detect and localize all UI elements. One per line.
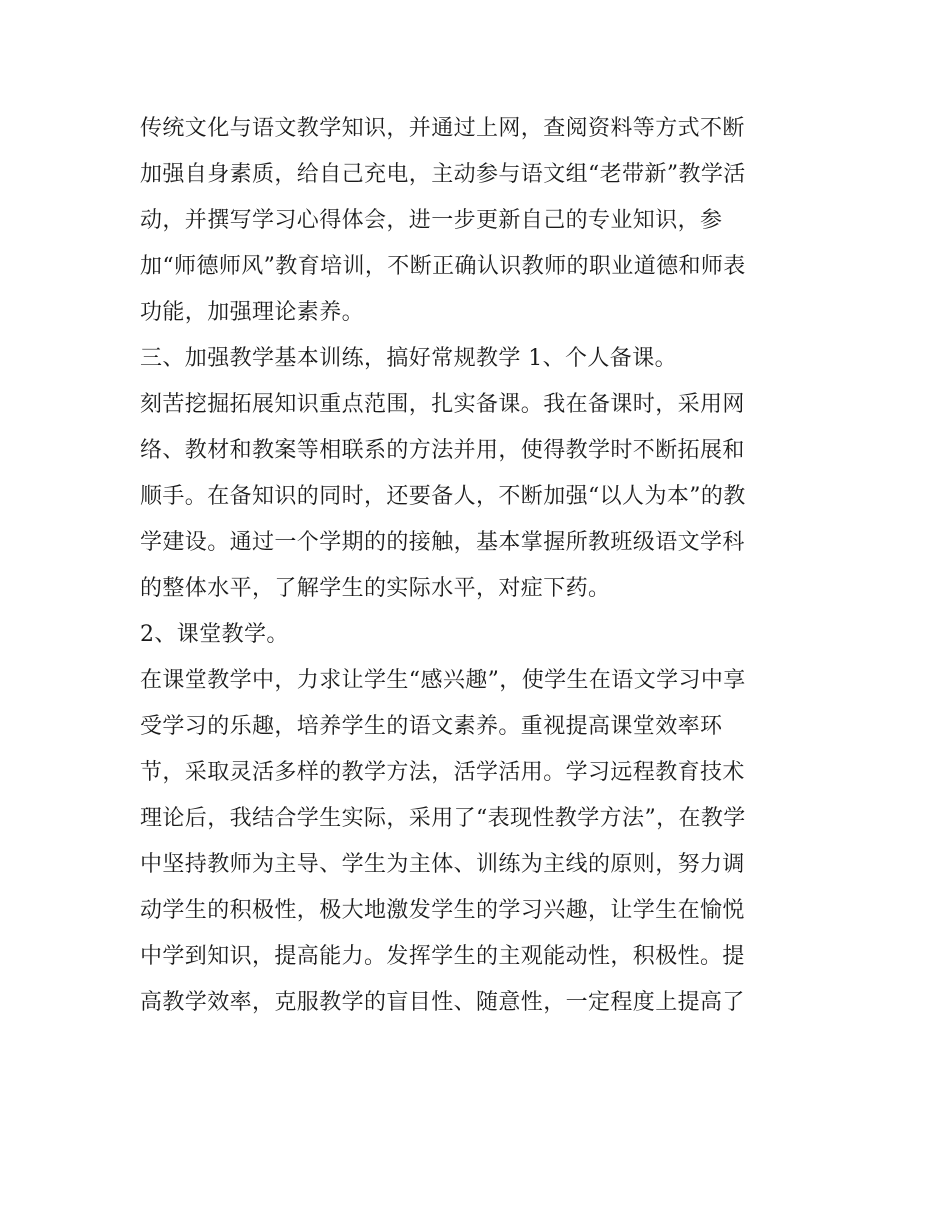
- section-heading: 三、加强教学基本训练，搞好常规教学 1、个人备课。: [140, 346, 677, 371]
- text-line: 功能，加强理论素养。: [140, 300, 365, 325]
- text-line: 的整体水平，了解学生的实际水平，对症下药。: [140, 576, 611, 601]
- text-line: 受学习的乐趣，培养学生的语文素养。重视提高课堂效率环: [140, 714, 723, 739]
- text-line: 高教学效率，克服教学的盲目性、随意性，一定程度上提高了: [140, 990, 745, 1015]
- text-line: 节，采取灵活多样的教学方法，活学活用。学习远程教育技术: [140, 760, 745, 785]
- text-line: 中学到知识，提高能力。发挥学生的主观能动性，积极性。提: [140, 944, 745, 969]
- text-line: 传统文化与语文教学知识，并通过上网，查阅资料等方式不断: [140, 116, 745, 141]
- text-line: 顺手。在备知识的同时，还要备人，不断加强“以人为本”的教: [140, 484, 746, 509]
- text-line: 加“师德师风”教育培训，不断正确认识教师的职业道德和师表: [140, 254, 746, 279]
- text-line: 在课堂教学中，力求让学生“感兴趣”，使学生在语文学习中享: [140, 668, 746, 693]
- text-line: 动，并撰写学习心得体会，进一步更新自己的专业知识，参: [140, 208, 723, 233]
- text-line: 学建设。通过一个学期的的接触，基本掌握所教班级语文学科: [140, 530, 745, 555]
- text-line: 络、教材和教案等相联系的方法并用，使得教学时不断拓展和: [140, 438, 745, 463]
- text-line: 中坚持教师为主导、学生为主体、训练为主线的原则，努力调: [140, 852, 745, 877]
- text-line: 理论后，我结合学生实际，采用了“表现性教学方法”，在教学: [140, 806, 746, 831]
- text-line: 刻苦挖掘拓展知识重点范围，扎实备课。我在备课时，采用网: [140, 392, 745, 417]
- text-line: 动学生的积极性，极大地激发学生的学习兴趣，让学生在愉悦: [140, 898, 745, 923]
- subsection-heading: 2、课堂教学。: [140, 622, 289, 647]
- body-text: [140, 106, 830, 1026]
- text-line: 加强自身素质，给自己充电，主动参与语文组“老带新”教学活: [140, 162, 746, 187]
